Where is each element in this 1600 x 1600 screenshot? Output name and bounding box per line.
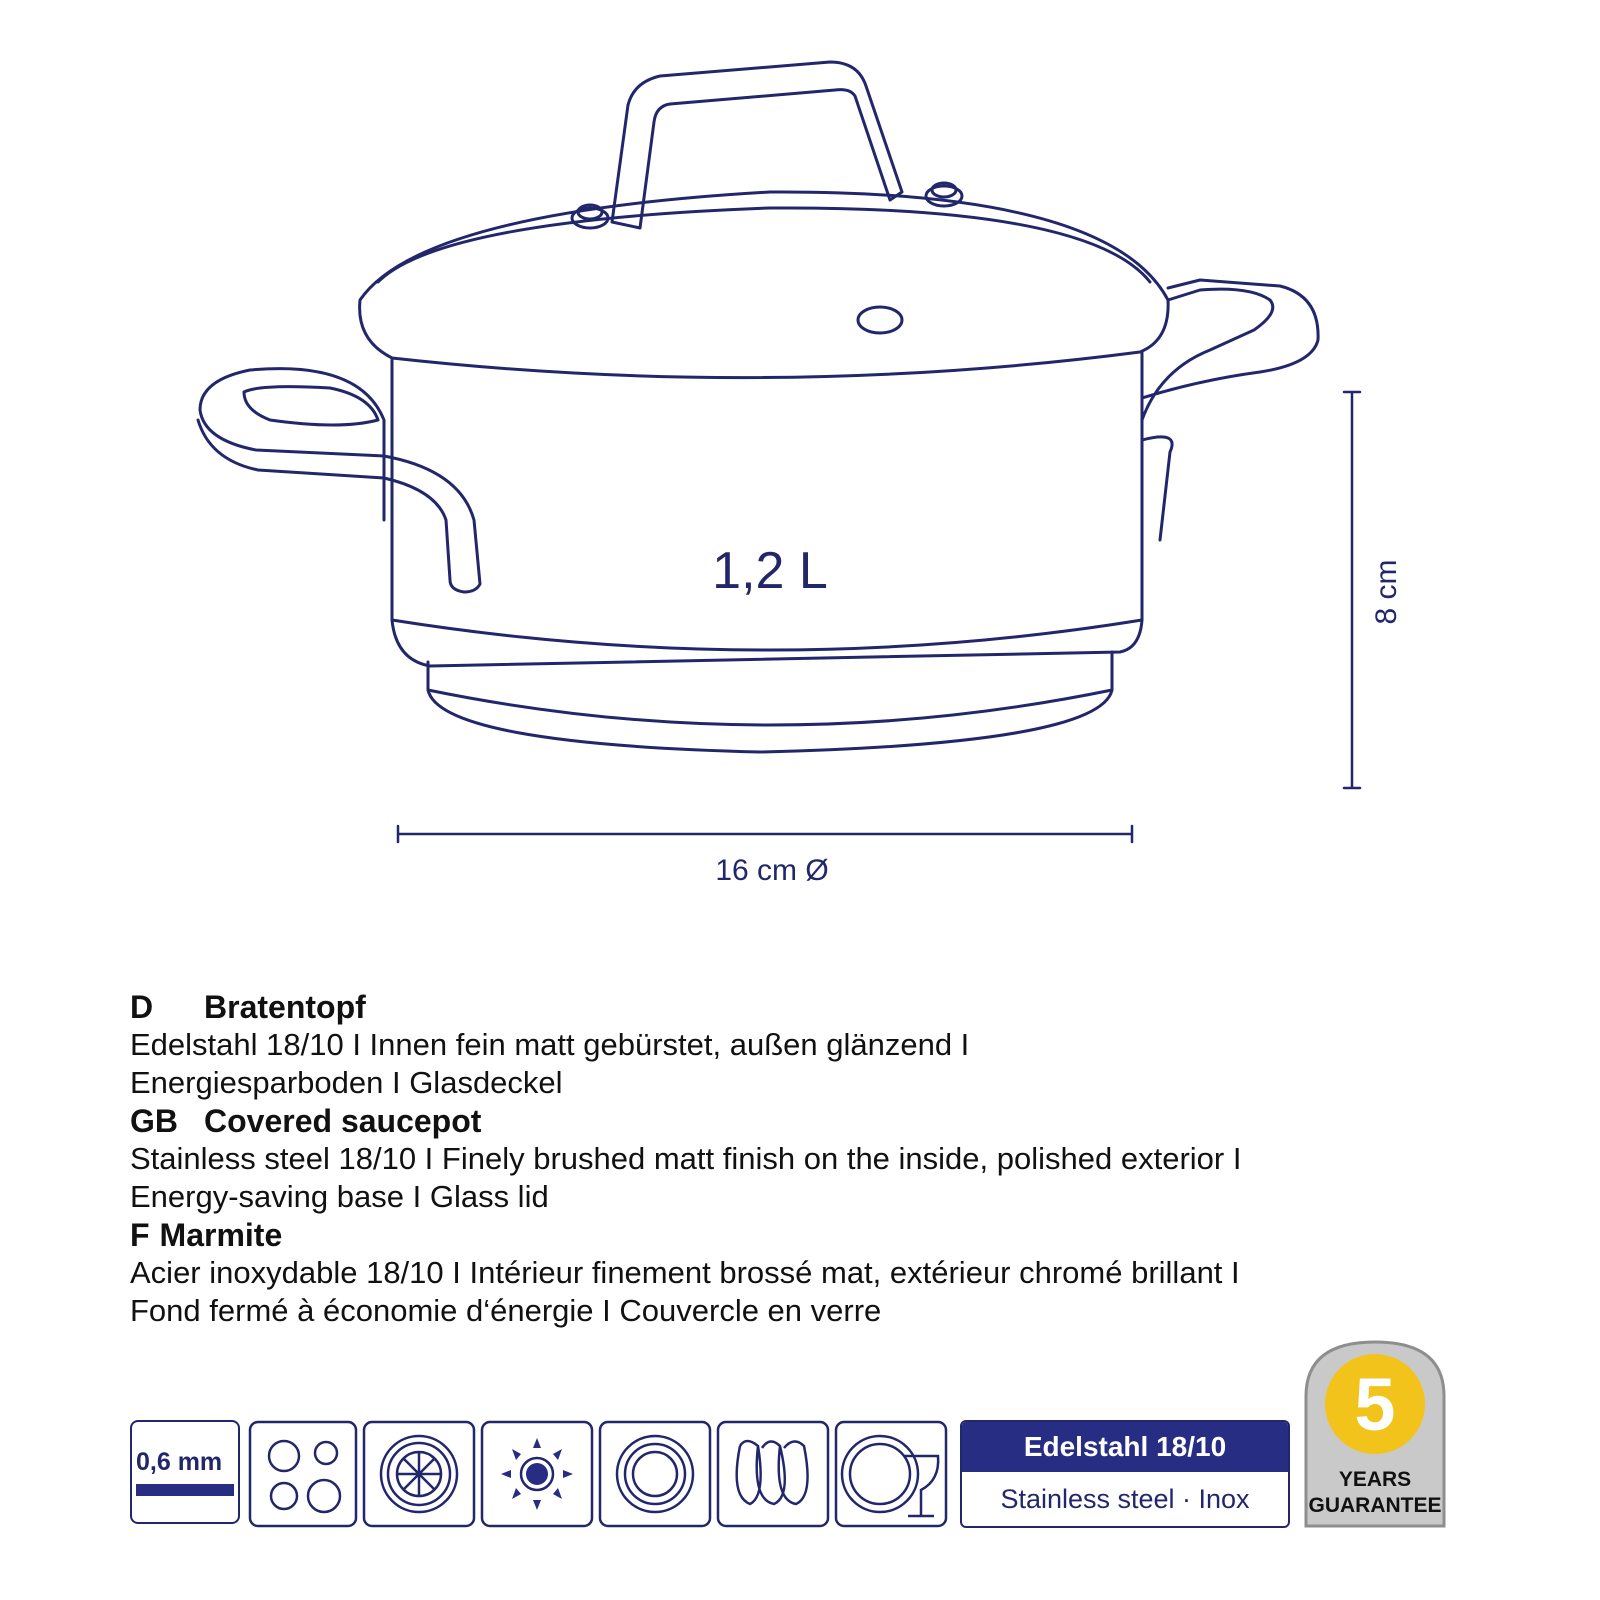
induction-icon — [718, 1422, 828, 1526]
description-block-f — [130, 1216, 1490, 1330]
material-badge-top: Edelstahl 18/10 — [962, 1422, 1288, 1472]
handle-left — [198, 369, 480, 592]
language-code: GB — [130, 1103, 178, 1139]
description-block-de — [130, 988, 1490, 1102]
guarantee-line1: YEARS — [1338, 1468, 1412, 1491]
height-dimension-line — [1344, 392, 1360, 788]
language-code: F — [130, 1217, 150, 1253]
guarantee-number: 5 — [1354, 1363, 1396, 1446]
ceramic-hob-icon — [250, 1422, 356, 1526]
material-badge-bottom: Stainless steel · Inox — [1000, 1483, 1250, 1514]
guarantee-badge — [1300, 1336, 1450, 1536]
description-line: Energy-saving base I Glass lid — [130, 1179, 549, 1214]
pot-base — [428, 652, 1112, 752]
description-block-gb — [130, 1102, 1490, 1216]
product-title: Marmite — [159, 1217, 283, 1253]
description-line: Fond fermé à économie d‘énergie I Couvercle en verre — [130, 1293, 882, 1328]
diameter-dimension-line — [398, 826, 1132, 842]
lid — [360, 192, 1169, 378]
product-title: Bratentopf — [204, 989, 366, 1025]
description-line: Stainless steel 18/10 I Finely brushed matt finish on the inside, polished exterior I — [130, 1141, 1242, 1176]
lid-handle — [612, 62, 902, 228]
handle-right — [1142, 280, 1318, 540]
thickness-label: 0,6 mm — [136, 1448, 223, 1476]
description-line: Edelstahl 18/10 I Innen fein matt gebürstet, außen glänzend I — [130, 1027, 970, 1062]
product-title: Covered saucepot — [204, 1103, 482, 1139]
material-badge — [960, 1420, 1290, 1528]
vent-hole — [858, 307, 902, 333]
height-label: 8 cm — [1370, 559, 1403, 625]
description-line: Acier inoxydable 18/10 I Intérieur finement brossé mat, extérieur chromé brillant I — [130, 1255, 1240, 1290]
volume-label: 1,2 L — [712, 542, 828, 600]
pot-body — [392, 352, 1142, 666]
language-code: D — [130, 989, 154, 1025]
product-description — [130, 988, 1490, 1330]
description-line: Energiesparboden I Glasdeckel — [130, 1065, 563, 1100]
guarantee-line2: GUARANTEE — [1308, 1494, 1442, 1517]
diameter-label: 16 cm Ø — [715, 854, 829, 887]
